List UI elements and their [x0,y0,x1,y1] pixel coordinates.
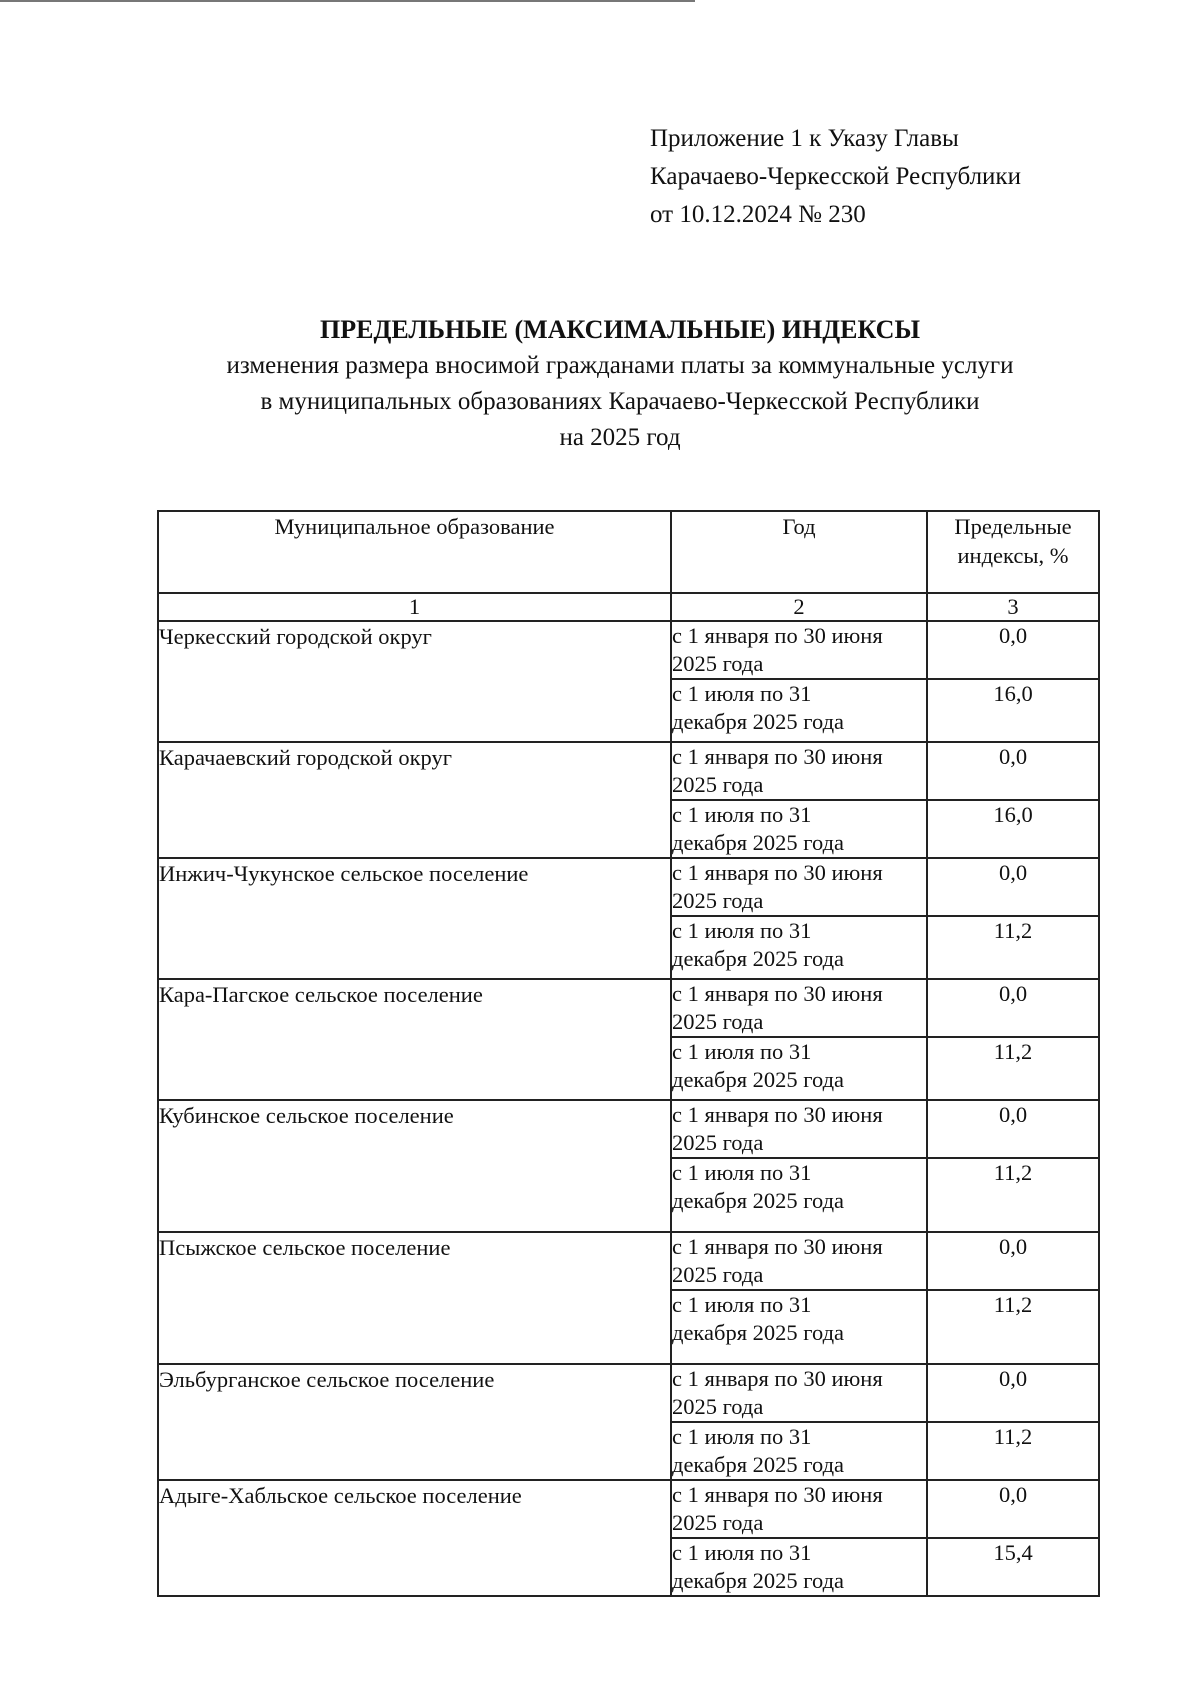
index-cell: 15,4 [927,1538,1099,1596]
column-number: 3 [927,593,1099,621]
header-municipality: Муниципальное образование [158,511,671,593]
period-line: с 1 июля по 31 [672,1540,812,1565]
period-line: 2025 года [672,1130,764,1155]
period-line: с 1 июля по 31 [672,1424,812,1449]
column-number-row [158,593,1099,621]
header-year: Год [671,511,927,593]
period-line: 2025 года [672,1009,764,1034]
period-line: с 1 июля по 31 [672,681,812,706]
period-line: с 1 июля по 31 [672,802,812,827]
index-cell: 0,0 [927,1480,1099,1538]
municipality-cell: Кара-Пагское сельское поселение [158,979,671,1100]
period-cell [671,679,927,742]
period-line: декабря 2025 года [672,1568,845,1593]
period-line: декабря 2025 года [672,1188,845,1213]
index-cell: 0,0 [927,742,1099,800]
period-cell [671,1480,927,1538]
document-subtitle-line-2: в муниципальных образованиях Карачаево-Черкесской Республики [260,388,980,415]
table-row [158,1232,1099,1290]
period-line: с 1 января по 30 июня [672,1366,883,1391]
municipality-cell: Черкесский городской округ [158,621,671,742]
index-cell: 0,0 [927,1100,1099,1158]
index-cell: 11,2 [927,1158,1099,1232]
table-row [158,979,1099,1037]
period-cell [671,742,927,800]
index-cell: 11,2 [927,1290,1099,1364]
table-row [158,858,1099,916]
municipality-cell: Кубинское сельское поселение [158,1100,671,1232]
table-row [158,742,1099,800]
period-cell [671,1232,927,1290]
period-line: 2025 года [672,888,764,913]
period-line: декабря 2025 года [672,1452,845,1477]
period-line: 2025 года [672,1262,764,1287]
period-line: декабря 2025 года [672,830,845,855]
header-index [927,511,1099,593]
period-line: с 1 июля по 31 [672,1292,812,1317]
header-index-line-1: Предельные [954,514,1072,539]
period-line: с 1 июля по 31 [672,1160,812,1185]
municipality-cell: Эльбурганское сельское поселение [158,1364,671,1480]
period-line: декабря 2025 года [672,709,845,734]
period-line: с 1 июля по 31 [672,1039,812,1064]
municipality-cell: Адыге-Хабльское сельское поселение [158,1480,671,1596]
period-line: декабря 2025 года [672,1067,845,1092]
document-subtitle-line-3: на 2025 год [559,424,681,451]
period-line: с 1 июля по 31 [672,918,812,943]
index-cell: 16,0 [927,800,1099,858]
period-line: с 1 января по 30 июня [672,1234,883,1259]
index-cell: 0,0 [927,979,1099,1037]
period-cell [671,1422,927,1480]
period-cell [671,1158,927,1232]
period-line: 2025 года [672,1394,764,1419]
column-number: 1 [158,593,671,621]
period-cell [671,916,927,979]
column-number: 2 [671,593,927,621]
period-cell [671,1538,927,1596]
period-line: с 1 января по 30 июня [672,981,883,1006]
table-row [158,1364,1099,1422]
appendix-line-2: Карачаево-Черкесской Республики [650,163,1021,190]
appendix-line-1: Приложение 1 к Указу Главы [650,125,959,152]
period-line: декабря 2025 года [672,946,845,971]
period-line: 2025 года [672,772,764,797]
index-cell: 11,2 [927,1037,1099,1100]
period-line: с 1 января по 30 июня [672,1482,883,1507]
period-cell [671,621,927,679]
appendix-line-3: от 10.12.2024 № 230 [650,201,866,228]
period-line: с 1 января по 30 июня [672,623,883,648]
document-subtitle-line-1: изменения размера вносимой гражданами платы за коммунальные услуги [226,352,1014,379]
period-cell [671,800,927,858]
period-cell [671,1290,927,1364]
period-cell [671,1037,927,1100]
table-header-row [158,511,1099,593]
document-title: ПРЕДЕЛЬНЫЕ (МАКСИМАЛЬНЫЕ) ИНДЕКСЫ [320,315,920,344]
document-heading [120,312,1120,456]
appendix-reference [650,120,1021,234]
index-cell: 0,0 [927,1232,1099,1290]
municipality-cell: Псыжское сельское поселение [158,1232,671,1364]
table-row [158,1100,1099,1158]
scan-edge-line [0,0,695,2]
table-row [158,1480,1099,1538]
header-index-line-2: индексы, % [957,543,1069,568]
municipality-cell: Карачаевский городской округ [158,742,671,858]
period-cell [671,979,927,1037]
period-line: с 1 января по 30 июня [672,744,883,769]
period-line: 2025 года [672,1510,764,1535]
period-cell [671,1100,927,1158]
period-line: с 1 января по 30 июня [672,860,883,885]
table-row [158,621,1099,679]
period-line: декабря 2025 года [672,1320,845,1345]
index-cell: 0,0 [927,1364,1099,1422]
period-line: 2025 года [672,651,764,676]
index-cell: 16,0 [927,679,1099,742]
index-cell: 11,2 [927,916,1099,979]
municipality-cell: Инжич-Чукунское сельское поселение [158,858,671,979]
period-cell [671,1364,927,1422]
index-cell: 0,0 [927,621,1099,679]
index-cell: 0,0 [927,858,1099,916]
index-cell: 11,2 [927,1422,1099,1480]
indices-table [157,510,1100,1597]
period-line: с 1 января по 30 июня [672,1102,883,1127]
period-cell [671,858,927,916]
